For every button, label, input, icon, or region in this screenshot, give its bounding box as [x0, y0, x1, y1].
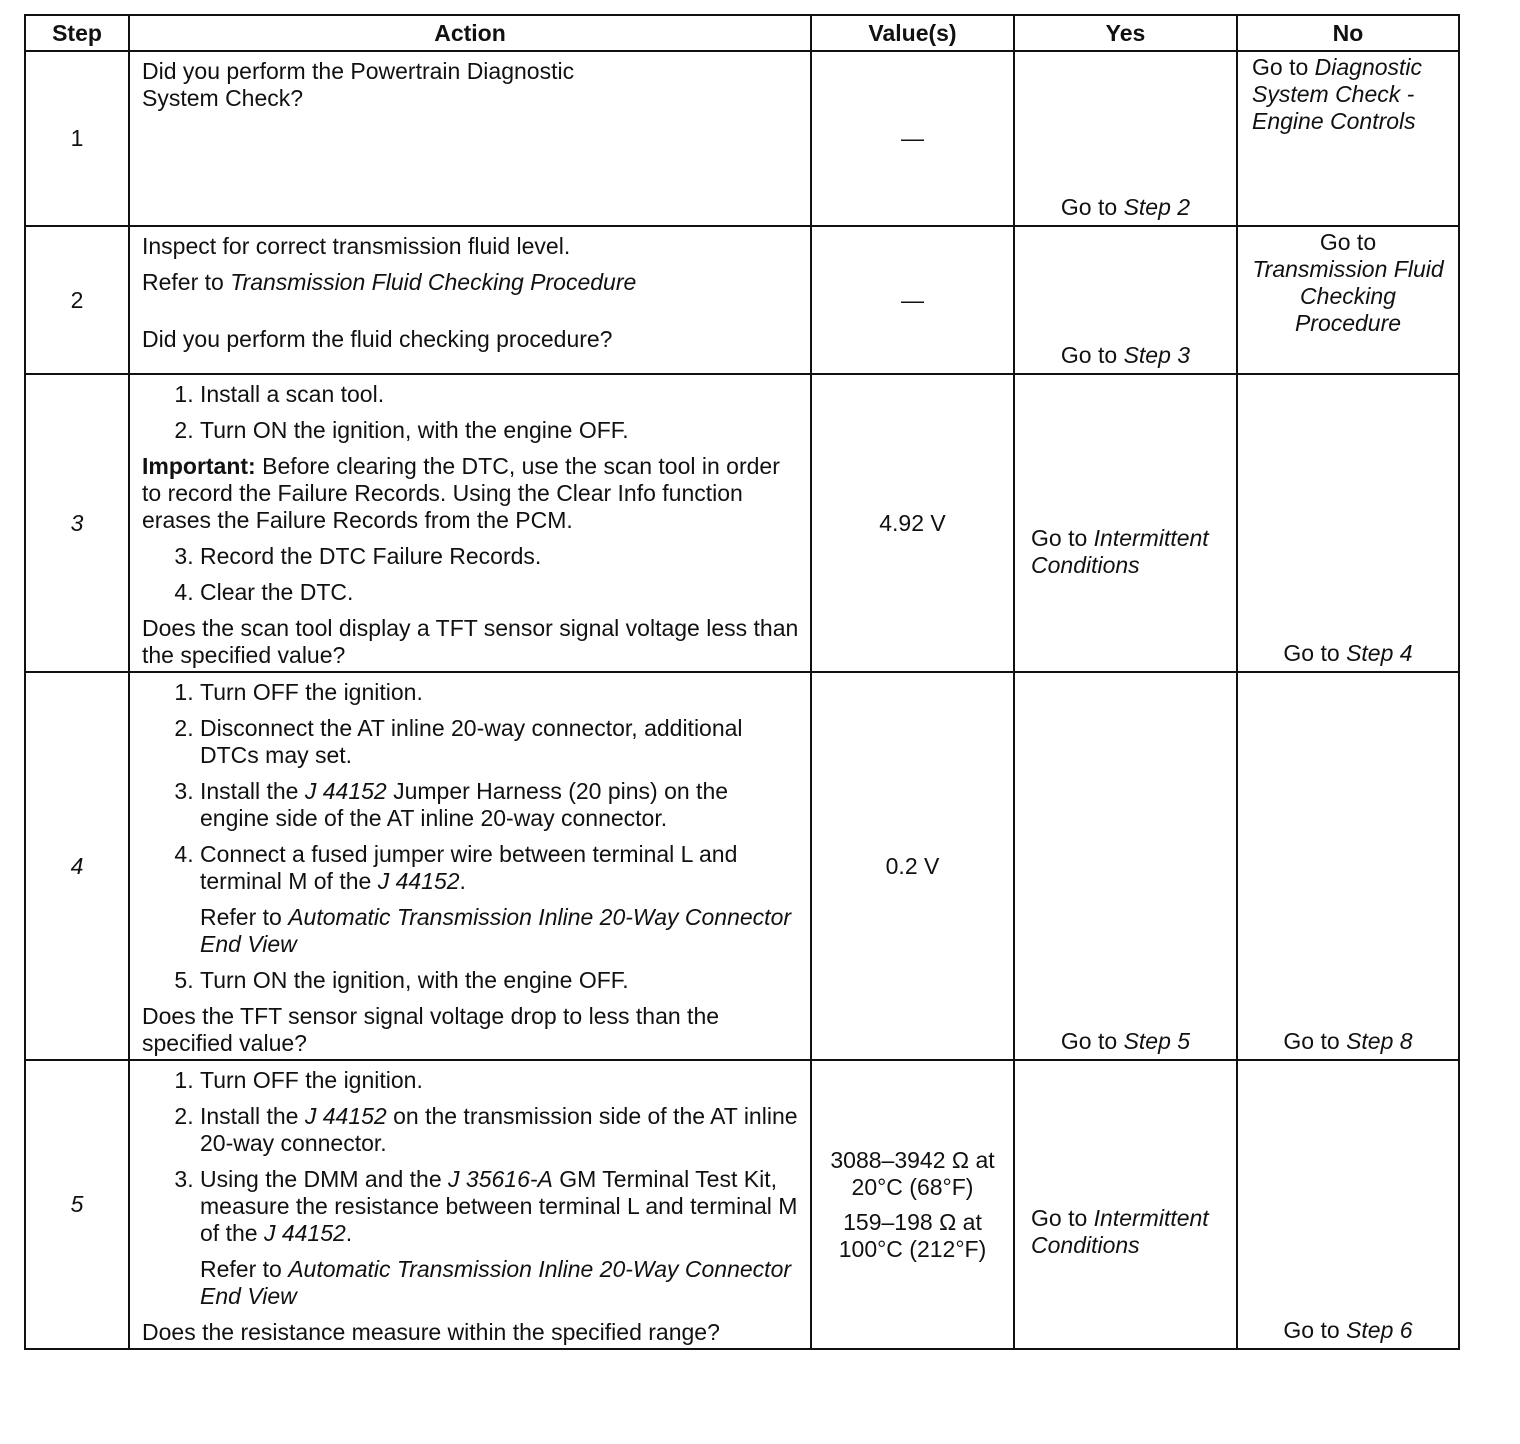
- tool-ref: J 44152: [263, 1220, 346, 1246]
- value-cell: —: [811, 226, 1014, 374]
- yes-cell: [1014, 374, 1237, 672]
- tool-ref: J 44152: [304, 1103, 387, 1129]
- refer-link[interactable]: Transmission Fluid Checking Procedure: [230, 269, 637, 295]
- procedure-step: 4. Connect a fused jumper wire between terminal L and terminal M of the J 44152.: [200, 841, 802, 895]
- step-number: 3: [25, 374, 129, 672]
- procedure-step: 2. Turn ON the ignition, with the engine OFF.: [200, 417, 802, 444]
- procedure-step: 2. Disconnect the AT inline 20-way connector, additional DTCs may set.: [200, 715, 802, 769]
- procedure-step: 1. Install a scan tool.: [200, 381, 802, 408]
- procedure-step: 1. Turn OFF the ignition.: [200, 1067, 802, 1094]
- procedure-list: [142, 543, 802, 606]
- procedure-list: [142, 679, 802, 895]
- value-cell: [811, 1060, 1014, 1349]
- value-range-100c: 159–198 Ω at 100°C (212°F): [838, 1208, 987, 1262]
- header-no: No: [1237, 15, 1459, 51]
- table-row: [25, 374, 1459, 672]
- yes-go-to: Go to Step 5: [1060, 1028, 1191, 1054]
- no-go-to: Go to Transmission Fluid Checking Procedure: [1252, 229, 1444, 336]
- header-yes: Yes: [1014, 15, 1237, 51]
- action-cell: [129, 672, 811, 1060]
- important-note: Important: Before clearing the DTC, use the scan tool in order to record the Failure Records. Using the Clear Info function erases the Failure Records from the PCM.: [142, 453, 780, 533]
- action-question: Does the TFT sensor signal voltage drop to less than the specified value?: [142, 1003, 720, 1056]
- action-cell: [129, 374, 811, 672]
- action-cell: [129, 51, 811, 226]
- procedure-list: [142, 381, 802, 444]
- step-number: 2: [25, 226, 129, 374]
- tool-ref: J 44152: [304, 778, 387, 804]
- no-go-to: Go to Step 8: [1283, 1028, 1413, 1054]
- value-cell: 0.2 V: [811, 672, 1014, 1060]
- no-go-to: Go to Step 6: [1283, 1317, 1413, 1343]
- no-target[interactable]: Diagnostic System Check - Engine Controls: [1252, 54, 1423, 134]
- no-go-to: Go to Diagnostic System Check - Engine Controls: [1252, 54, 1423, 134]
- yes-target[interactable]: Step 3: [1123, 342, 1191, 368]
- refer-link[interactable]: Automatic Transmission Inline 20-Way Connector End View: [200, 1256, 792, 1309]
- no-go-to: Go to Step 4: [1283, 640, 1413, 666]
- procedure-step: 1. Turn OFF the ignition.: [200, 679, 802, 706]
- action-refer: Refer to Automatic Transmission Inline 20-Way Connector End View: [200, 1256, 792, 1309]
- no-cell: [1237, 374, 1459, 672]
- procedure-step: 3. Record the DTC Failure Records.: [200, 543, 802, 570]
- yes-go-to: Go to Intermittent Conditions: [1031, 525, 1209, 578]
- table-row: [25, 51, 1459, 226]
- table-row: [25, 1060, 1459, 1349]
- action-refer: Refer to Transmission Fluid Checking Procedure: [142, 269, 637, 295]
- diagnostic-table: [24, 14, 1460, 1350]
- step-number: 5: [25, 1060, 129, 1349]
- yes-target[interactable]: Step 5: [1123, 1028, 1191, 1054]
- table-row: [25, 226, 1459, 374]
- header-step: Step: [25, 15, 129, 51]
- header-row: [25, 15, 1459, 51]
- procedure-step: 3. Using the DMM and the J 35616-A GM Terminal Test Kit, measure the resistance between terminal L and terminal M of the J 44152.: [200, 1166, 802, 1247]
- procedure-step: 2. Install the J 44152 on the transmission side of the AT inline 20-way connector.: [200, 1103, 802, 1157]
- yes-cell: [1014, 1060, 1237, 1349]
- value-range-20c: 3088–3942 Ω at 20°C (68°F): [830, 1146, 995, 1200]
- action-question: Does the resistance measure within the specified range?: [142, 1319, 720, 1345]
- procedure-step: 3. Install the J 44152 Jumper Harness (20 pins) on the engine side of the AT inline 20-way connector.: [200, 778, 802, 832]
- action-line: Inspect for correct transmission fluid level.: [142, 233, 571, 259]
- action-cell: [129, 1060, 811, 1349]
- step-number: 1: [25, 51, 129, 226]
- no-target[interactable]: Step 8: [1346, 1028, 1413, 1054]
- yes-target[interactable]: Step 2: [1123, 194, 1191, 220]
- action-refer: Refer to Automatic Transmission Inline 20-Way Connector End View: [200, 904, 792, 957]
- yes-target[interactable]: Intermittent Conditions: [1031, 525, 1209, 578]
- yes-go-to: Go to Step 2: [1060, 194, 1191, 220]
- action-question: Did you perform the fluid checking procedure?: [142, 326, 613, 352]
- no-cell: [1237, 226, 1459, 374]
- value-cell: —: [811, 51, 1014, 226]
- yes-cell: [1014, 51, 1237, 226]
- yes-go-to: Go to Intermittent Conditions: [1031, 1205, 1209, 1258]
- action-question: Does the scan tool display a TFT sensor signal voltage less than the specified value?: [142, 615, 799, 668]
- tool-ref: J 44152: [377, 868, 460, 894]
- procedure-step: 5. Turn ON the ignition, with the engine OFF.: [200, 967, 802, 994]
- no-cell: [1237, 51, 1459, 226]
- yes-go-to: Go to Step 3: [1060, 342, 1191, 368]
- yes-target[interactable]: Intermittent Conditions: [1031, 1205, 1209, 1258]
- tool-ref: J 35616-A: [448, 1166, 553, 1192]
- no-target[interactable]: Transmission Fluid Checking Procedure: [1252, 256, 1444, 336]
- yes-cell: [1014, 226, 1237, 374]
- yes-cell: [1014, 672, 1237, 1060]
- value-cell: 4.92 V: [811, 374, 1014, 672]
- procedure-list: [142, 967, 802, 994]
- procedure-list: [142, 1067, 802, 1247]
- header-action: Action: [129, 15, 811, 51]
- table-row: [25, 672, 1459, 1060]
- action-text: Did you perform the Powertrain Diagnostic System Check?: [142, 58, 575, 111]
- no-cell: [1237, 1060, 1459, 1349]
- no-target[interactable]: Step 4: [1346, 640, 1413, 666]
- step-number: 4: [25, 672, 129, 1060]
- no-target[interactable]: Step 6: [1346, 1317, 1413, 1343]
- refer-link[interactable]: Automatic Transmission Inline 20-Way Connector End View: [200, 904, 792, 957]
- no-cell: [1237, 672, 1459, 1060]
- procedure-step: 4. Clear the DTC.: [200, 579, 802, 606]
- action-cell: [129, 226, 811, 374]
- header-values: Value(s): [811, 15, 1014, 51]
